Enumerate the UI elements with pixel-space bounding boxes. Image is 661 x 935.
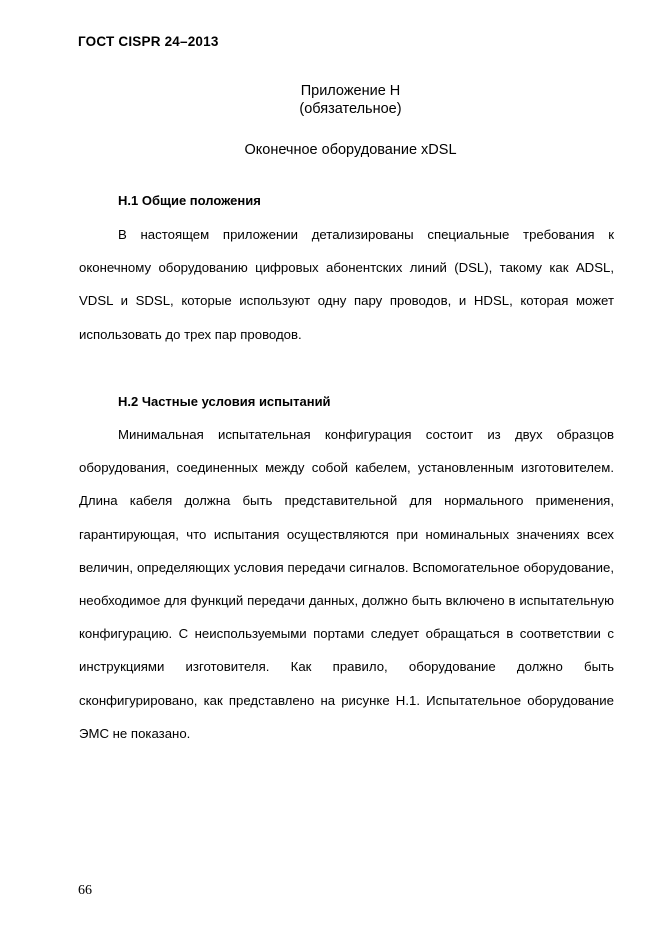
annex-title-block <box>0 82 661 118</box>
section-heading-h2: Н.2 Частные условия испытаний <box>118 394 331 409</box>
page-number: 66 <box>78 883 92 898</box>
document-header: ГОСТ CISPR 24–2013 <box>78 34 219 49</box>
section-body-h1: В настоящем приложении детализированы специальные требования к оконечному оборудованию цифровых абонентских линий (DSL), такому как ADSL, VDSL и SDSL, которые используют одну пару проводов, и HDSL, которая может использовать до трех пар проводов. <box>79 227 614 342</box>
annex-status: (обязательное) <box>299 101 402 117</box>
annex-subject: Оконечное оборудование xDSL <box>244 142 457 158</box>
section-heading-h1: Н.1 Общие положения <box>118 193 261 208</box>
annex-title: Приложение Н <box>300 83 401 99</box>
section-body-h2: Минимальная испытательная конфигурация состоит из двух образцов оборудования, соединенных между собой кабелем, установленным изготовителем. Длина кабеля должна быть представительной для нормального применения, гарантирующая, что испытания осуществляются при номинальных значениях всех величин, определяющих условия передачи сигналов. Вспомогательное оборудование, необходимое для функций передачи данных, должно быть включено в испытательную конфигурацию. С неиспользуемыми портами следует обращаться в соответствии с инструкциями изготовителя. Как правило, оборудование должно быть сконфигурировано, как представлено на рисунке Н.1. Испытательное оборудование ЭМС не показано. <box>79 427 614 741</box>
